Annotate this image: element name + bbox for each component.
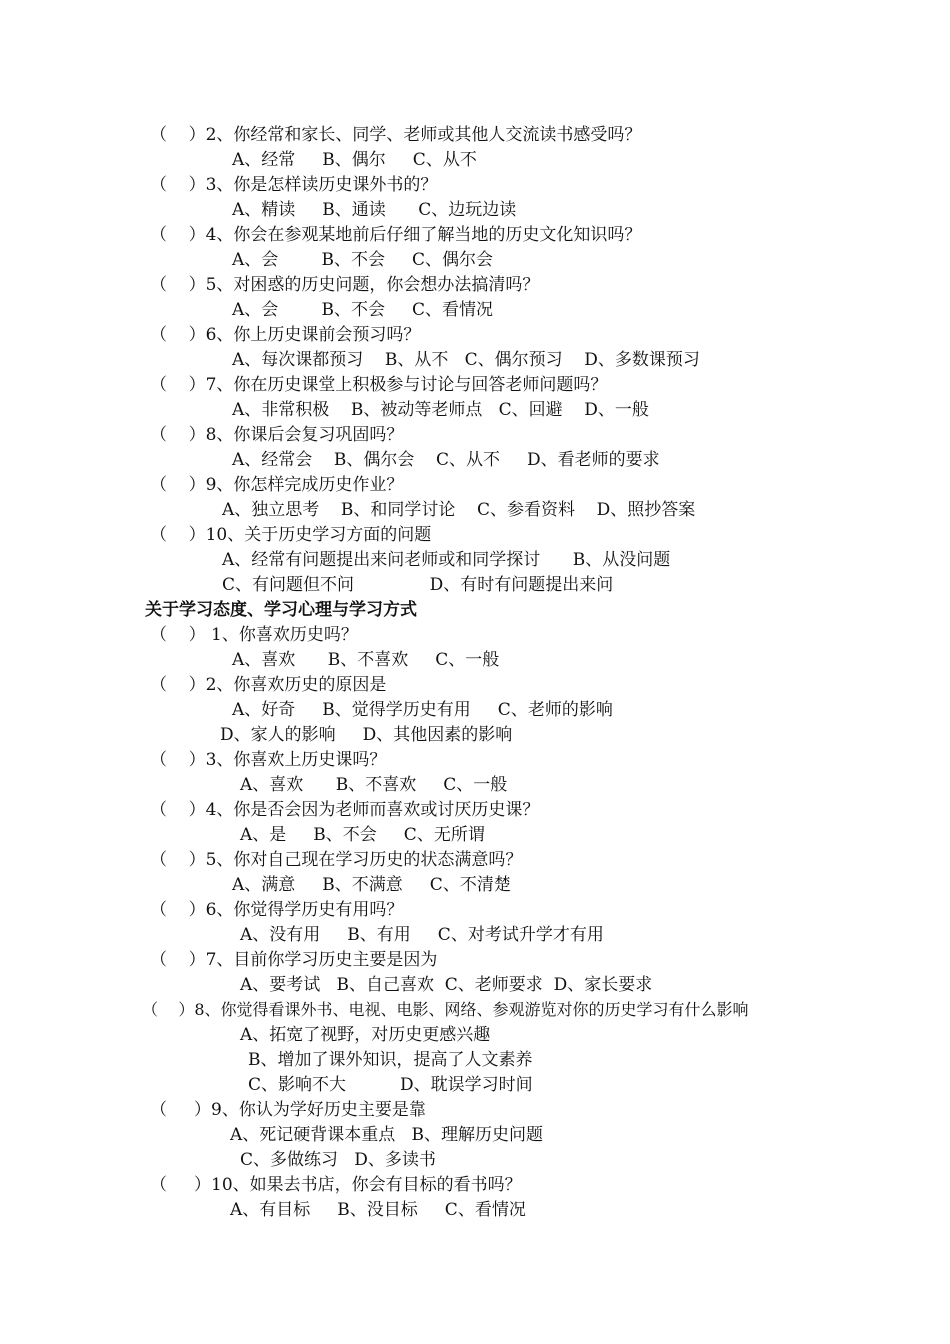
question-line: （ ）9、你认为学好历史主要是靠: [150, 1100, 426, 1120]
section-heading: 关于学习态度、学习心理与学习方式: [145, 600, 417, 620]
question-line: （ ）10、关于历史学习方面的问题: [150, 525, 432, 545]
options-line: A、喜欢 B、不喜欢 C、一般: [240, 775, 508, 795]
question-line: （ ）2、你经常和家长、同学、老师或其他人交流读书感受吗？: [150, 125, 642, 145]
question-line: （ ）5、对困惑的历史问题，你会想办法搞清吗？: [150, 275, 540, 295]
options-line: A、喜欢 B、不喜欢 C、一般: [232, 650, 500, 670]
question-line: （ ）5、你对自己现在学习历史的状态满意吗？: [150, 850, 523, 870]
options-line: A、死记硬背课本重点 B、理解历史问题: [230, 1125, 543, 1145]
question-line: （ ）6、你上历史课前会预习吗？: [150, 325, 421, 345]
options-line: D、家人的影响 D、其他因素的影响: [220, 725, 513, 745]
options-line: A、经常会 B、偶尔会 C、从不 D、看老师的要求: [232, 450, 660, 470]
options-line: C、有问题但不问 D、有时有问题提出来问: [222, 575, 614, 595]
question-line: （ ）2、你喜欢历史的原因是: [150, 675, 387, 695]
options-line: A、没有用 B、有用 C、对考试升学才有用: [240, 925, 604, 945]
options-line: A、好奇 B、觉得学历史有用 C、老师的影响: [232, 700, 613, 720]
options-line: A、经常有问题提出来问老师或和同学探讨 B、从没问题: [222, 550, 671, 570]
question-line: （ ）7、你在历史课堂上积极参与讨论与回答老师问题吗？: [150, 375, 608, 395]
options-line: A、拓宽了视野，对历史更感兴趣: [240, 1025, 491, 1045]
question-line: （ ）3、你喜欢上历史课吗？: [150, 750, 387, 770]
question-line: （ ）4、你会在参观某地前后仔细了解当地的历史文化知识吗？: [150, 225, 642, 245]
question-line: （ ）4、你是否会因为老师而喜欢或讨厌历史课？: [150, 800, 540, 820]
options-line: A、独立思考 B、和同学讨论 C、参看资料 D、照抄答案: [222, 500, 696, 520]
question-line: （ ）10、如果去书店，你会有目标的看书吗？: [150, 1175, 522, 1195]
question-line: （ ）9、你怎样完成历史作业？: [150, 475, 404, 495]
options-line: A、是 B、不会 C、无所谓: [240, 825, 485, 845]
options-line: C、多做练习 D、多读书: [240, 1150, 436, 1170]
question-line: （ ）8、你课后会复习巩固吗？: [150, 425, 404, 445]
options-line: A、会 B、不会 C、看情况: [232, 300, 494, 320]
options-line: C、影响不大 D、耽误学习时间: [248, 1075, 533, 1095]
question-line: （ ）3、你是怎样读历史课外书的？: [150, 175, 438, 195]
options-line: A、有目标 B、没目标 C、看情况: [230, 1200, 526, 1220]
options-line: A、经常 B、偶尔 C、从不: [232, 150, 477, 170]
options-line: A、每次课都预习 B、从不 C、偶尔预习 D、多数课预习: [232, 350, 700, 370]
options-line: A、满意 B、不满意 C、不清楚: [232, 875, 511, 895]
question-line: （ ）6、你觉得学历史有用吗？: [150, 900, 404, 920]
options-line: A、非常积极 B、被动等老师点 C、回避 D、一般: [232, 400, 649, 420]
question-line: （ ）7、目前你学习历史主要是因为: [150, 950, 438, 970]
options-line: A、精读 B、通读 C、边玩边读: [232, 200, 517, 220]
question-line: （ ） 1、你喜欢历史吗？: [150, 625, 358, 645]
options-line: A、会 B、不会 C、偶尔会: [232, 250, 494, 270]
options-line: B、增加了课外知识，提高了人文素养: [248, 1050, 533, 1070]
question-line: （ ）8、你觉得看课外书、电视、电影、网络、参观游览对你的历史学习有什么影响: [142, 1000, 749, 1019]
options-line: A、要考试 B、自己喜欢 C、老师要求 D、家长要求: [240, 975, 653, 995]
